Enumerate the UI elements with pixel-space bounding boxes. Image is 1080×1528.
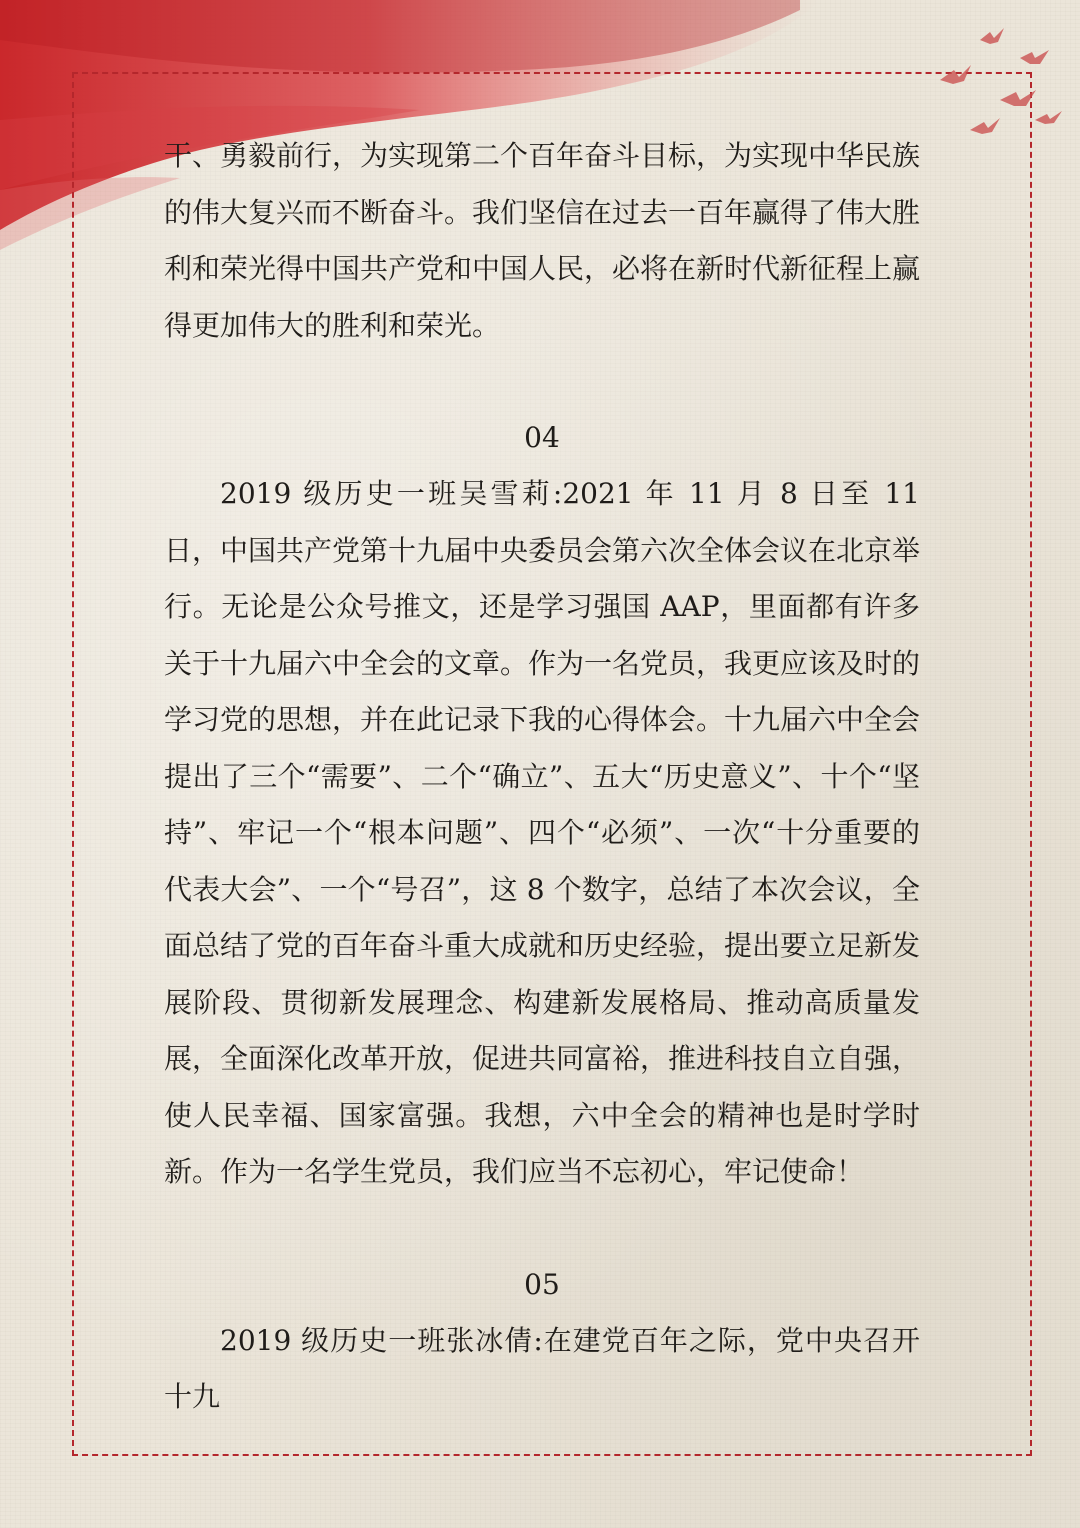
flying-doves-icon — [920, 0, 1080, 180]
spacer — [164, 354, 920, 410]
section-number-04: 04 — [524, 421, 560, 454]
section-04-text: 2019 级历史一班吴雪莉:2021 年 11 月 8 日至 11 日，中国共产党第十九届中央委员会第六次全体会议在北京举行。无论是公众号推文，还是学习强国 AAP，里面都有许多关于十九届六中全会的文章。作为一名党员，我更应该及时的学习党的思想，并在此记录下我的心得体会。十九届六中全会提出了三个“需要”、二个“确立”、五大“历史意义”、十个“坚持”、牢记一个“根本问题”、四个“必须”、一次“十分重要的代表大会”、一个“号召”，这 8 个数字，总结了本次会议，全面总结了党的百年奋斗重大成就和历史经验，提出要立足新发展阶段、贯彻新发展理念、构建新发展格局、推动高质量发展，全面深化改革开放，促进共同富裕，推进科技自立自强，使人民幸福、国家富强。我想，六中全会的精神也是时学时新。作为一名学生党员，我们应当不忘初心，牢记使命！ — [164, 477, 921, 1188]
spacer — [164, 1201, 920, 1257]
section-05-text: 2019 级历史一班张冰倩:在建党百年之际，党中央召开十九 — [164, 1323, 920, 1413]
section-number-05: 05 — [524, 1267, 560, 1301]
paragraph-continuation: 干、勇毅前行，为实现第二个百年奋斗目标，为实现中华民族的伟大复兴而不断奋斗。我们坚信在过去一百年赢得了伟大胜利和荣光得中国共产党和中国人民，必将在新时代新征程上赢得更加伟大的胜利和荣光。 — [164, 139, 921, 342]
article-body — [164, 128, 920, 1426]
